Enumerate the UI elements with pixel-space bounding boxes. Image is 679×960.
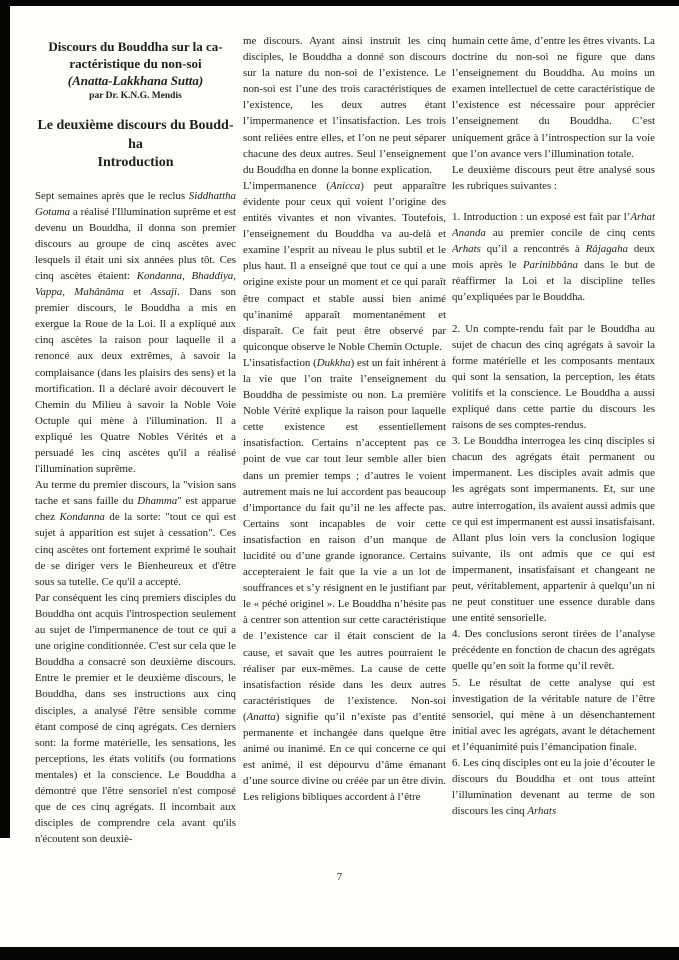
- paragraph: Par conséquent les cinq premiers disciples du Bouddha ont acquis l'introspection seulement au sujet de l'impermanence de tout ce qui a une origine conditionnée. C'est sur cela que le Bouddha a consacré son deuxième discours. Entre le premier et le deuxième discours, le Bouddha, dans ses instructions aux cinq disciples, a analysé l'être sensible comme étant composé de cinq agrégats. Ces derniers sont: la forme matérielle, les sensations, les perceptions, les états volitifs (ou formations mentales) et la conscience. Le Bouddha a démontré que l'être sensoriel n'est composé que de ces cinq agrégats. Il incombait aux disciples de comprendre cela avant qu'ils n'écoutent son deuxiè-: [35, 591, 236, 846]
- author-byline: par Dr. K.N.G. Mendis: [89, 91, 182, 101]
- paragraph: 2. Un compte-rendu fait par le Bouddha au sujet de chacun des cinq agrégats à savoir la forme matérielle et les composants mentaux qui sont la sensation, la perception, les états volitifs et la conscience. Le Bouddha a aussi expliqué dans cette partie du discours les raisons de ses comptes-rendus.: [452, 322, 655, 432]
- paragraph: 4. Des conclusions seront tirées de l’analyse précédente en fonction de chacun des agrégats quelle qu’en soit la forme qu’il revêt.: [452, 628, 655, 673]
- scan-edge-left: [0, 0, 10, 838]
- section-heading: [35, 117, 236, 173]
- paragraph: Sept semaines après que le reclus Siddhattha Gotama a réalisé l'Illumination suprême et est devenu un Bouddha, il donna son premier discours au groupe de cinq ascètes avec lesquels il était uni six années plus tôt. Ces cinq ascètes étaient: Kondanna, Bhaddiya, Vappa, Mahânâma et Assaji. Dans son premier discours, le Bouddha a mis en exergue la Roue de la Loi. Il a expliqué aux cinq ascètes la raison pour laquelle il a renoncé aux deux extrêmes, à savoir la complaisance (dans les plaisirs des sens) et la mortification. Il a déclaré avoir découvert le Chemin du Milieu à savoir la Noble Voie Octuple qui mène à l'illumination. Il a expliqué les Quatre Nobles Vérités et a persuadé les cinq ascètes qu'il a réalisé l'illumination suprême.: [35, 189, 236, 476]
- title-line-2: ractéristique du non-soi: [69, 56, 202, 71]
- text-column-1: [35, 38, 236, 943]
- paragraph: Au terme du premier discours, la "vision sans tache et sans faille du Dhamma" est apparue chez Kondanna de la sorte: "tout ce qui est sujet à apparition est sujet à cessation". Ces cinq ascètes ont fortement exprimé le souhait de se diriger vers le Bienheureux et d'être sous sa tutelle. Ce qu'il a accepté.: [35, 479, 236, 588]
- text-column-2: [243, 33, 446, 945]
- page-number: 7: [336, 871, 343, 883]
- section-heading-line-1: Le deuxième discours du Boudd-: [37, 118, 234, 133]
- scan-edge-top: [0, 0, 679, 6]
- document-subtitle: (Anatta-Lakkhana Sutta): [67, 73, 204, 88]
- paragraph: 1. Introduction : un exposé est fait par l’Arhat Ananda au premier concile de cinq cents Arhats qu’il a rencontrés à Râjagaha deux mois après le Parinibbâna dans le but de réaffirmer la Loi et la discipline telles qu’expliquées par le Bouddha.: [452, 210, 655, 304]
- paragraph: L’insatisfaction (Dukkha) est un fait inhérent à la vie que l’on traite l’enseignement du Bouddha de pessimiste ou non. La première Noble Vérité explique la raison pour laquelle cette existence est essentiellement insatisfaction. Certains n’acceptent pas ce point de vue car tout leur semble aller bien dans un premier temps ; d’autres le voient autrement mais ne lui accordent pas beaucoup d’importance du fait qu’il ne les affecte pas. Certains sont incapables de voir cette insatisfaction en raison d’un manque de lucidité ou d’une grande ignorance. Certains accepteraient le fait que la vie a un lot de souffrances et s’y résignent en le justifiant par le « péché originel ». Le Bouddha n’hésite pas à centrer son attention sur cette caractéristique de l’existence car il était conscient de la cause, et savait que les autres pourraient le réaliser par eux-mêmes. La cause de cette insatisfaction réside dans les deux autres caractéristiques de l’existence. Non-soi (Anatta) signifie qu’il n’existe pas d’entité permanente et inchangée dans quelque être animé ou inanimé. En ce qui concerne ce qui est animé, il est dépourvu d’âme émanant d’une source divine ou créée par un être divin. Les religions bibliques accordent à l’être: [243, 356, 446, 804]
- paragraph: Le deuxième discours peut être analysé sous les rubriques suivantes :: [452, 163, 655, 192]
- scan-edge-bottom: [0, 947, 679, 960]
- paragraph: humain cette âme, d’entre les êtres vivants. La doctrine du non-soi ne figure que dans l’enseignement du Bouddha. Au moins un examen intellectuel de cette caractéristique de l’existence est nécessaire pour apprécier l’enseignement du Bouddha. C’est uniquement grâce à l’introspection sur la voie que l’on avance vers l’illumination totale.: [452, 35, 655, 160]
- paragraph: 5. Le résultat de cette analyse qui est investigation de la véritable nature de l’être sensoriel, qui mène à un désenchantement initial avec les agrégats, avant le détachement et l’équanimité puis l’émancipation finale.: [452, 676, 655, 753]
- paragraph: 3. Le Bouddha interrogea les cinq disciples si chacun des agrégats était permanent ou impermanent. Les disciples avait admis que les agrégats sont impermanents. Et, sur une autre interrogation, ils avaient aussi admis que ce qui est impermanent est aussi insatisfaisant. Allant plus loin vers la conclusion logique suivante, ils ont admis que ce qui est impermanent, insatisfaisant et changeant ne peut, véritablement, appartenir à quelqu’un ni ne peut constituer une essence durable dans une entité sensorielle.: [452, 435, 655, 625]
- text-column-3: [452, 33, 655, 945]
- column-1-text: [35, 188, 236, 848]
- paragraph: 6. Les cinq disciples ont eu la joie d’écouter le discours du Bouddha et ont tous atteint l’illumination devenant au terme de son discours les cinq Arhats: [452, 757, 655, 818]
- document-title: [35, 38, 236, 173]
- paragraph: L’impermanence (Anicca) peut apparaître évidente pour ceux qui voient l’origine des entités vivantes et non vivantes. Toutefois, l’enseignement du Bouddha va au-delà et examine l’esprit au niveau le plus subtil et le plus haut. Il a enseigné que tout ce qui a une origine existe pour un moment et ce qui paraît être compact et stable aussi bien animé qu’inanimé apparaît momentanément et disparaît. Ce fait peut être observé par quiconque observe le Noble Chemin Octuple.: [243, 179, 446, 353]
- section-heading-line-3: Introduction: [97, 155, 174, 170]
- paragraph: me discours. Ayant ainsi instruit les cinq disciples, le Bouddha a donné son discours sur la nature du non-soi de l’existence. Le non-soi est l’une des trois caractéristiques de l’existence, les deux autres étant l’impermanence et l’insatisfaction. Les trois sont reliées entre elles, et l’on ne peut séparer chacune des deux autres. Seul l’enseignement du Bouddha en donne la bonne explication.: [243, 35, 446, 176]
- title-line-1: Discours du Bouddha sur la ca-: [48, 39, 223, 54]
- section-heading-line-2: ha: [128, 136, 143, 152]
